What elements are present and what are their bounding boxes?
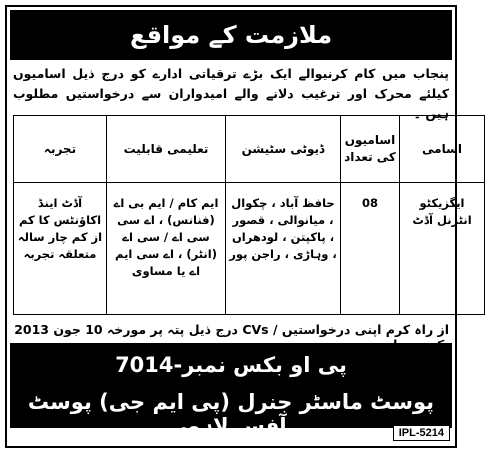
header-experience: تجربہ <box>14 116 107 183</box>
cell-post: ایگزیکٹو انٹرنل آڈٹ <box>400 183 485 315</box>
table-row <box>14 183 485 315</box>
table-header-row <box>14 116 485 183</box>
header-station: ڈیوٹی سٹیشن <box>226 116 341 183</box>
cell-experience: آڈٹ اینڈ اکاؤنٹس کا کم از کم چار سالہ متعلقہ تجربہ <box>14 183 107 315</box>
cell-qualification: ایم کام / ایم بی اے (فنانس) ، اے سی سی اے / سی اے (انٹر) ، اے سی ایم اے یا مساوی <box>107 183 226 315</box>
vacancies-table <box>13 115 485 315</box>
apply-instructions: از راہ کرم اپنی درخواستیں / CVs درج ذیل پتہ پر مورخہ 10 جون 2013 <box>14 322 449 337</box>
header-count: اسامیوں کی تعداد <box>341 116 400 183</box>
ad-reference-code: IPL-5214 <box>393 425 450 441</box>
cell-station: حافظ آباد ، چکوال ، میانوالی ، قصور ، پاکپتن ، لودھراں ، وہاڑی ، راجن پور <box>226 183 341 315</box>
postmaster-line: پوسٹ ماسٹر جنرل (پی ایم جی) پوسٹ آفس لاہور <box>27 390 435 438</box>
ad-title: ملازمت کے مواقع <box>10 10 452 60</box>
job-advertisement <box>5 5 472 448</box>
cell-count: 08 <box>341 183 400 315</box>
po-box-line: پی او بکس نمبر-7014 <box>115 353 347 377</box>
header-qualification: تعلیمی قابلیت <box>107 116 226 183</box>
intro-text: پنجاب میں کام کرنیوالے ایک بڑے ترقیاتی ادارے کو درج ذیل اسامیوں کیلئے محرک اور ترغیب دلانے والے امیدواران سے درخواستیں مطلوب ہیں ۔ <box>13 66 449 121</box>
header-post: اسامی <box>400 116 485 183</box>
